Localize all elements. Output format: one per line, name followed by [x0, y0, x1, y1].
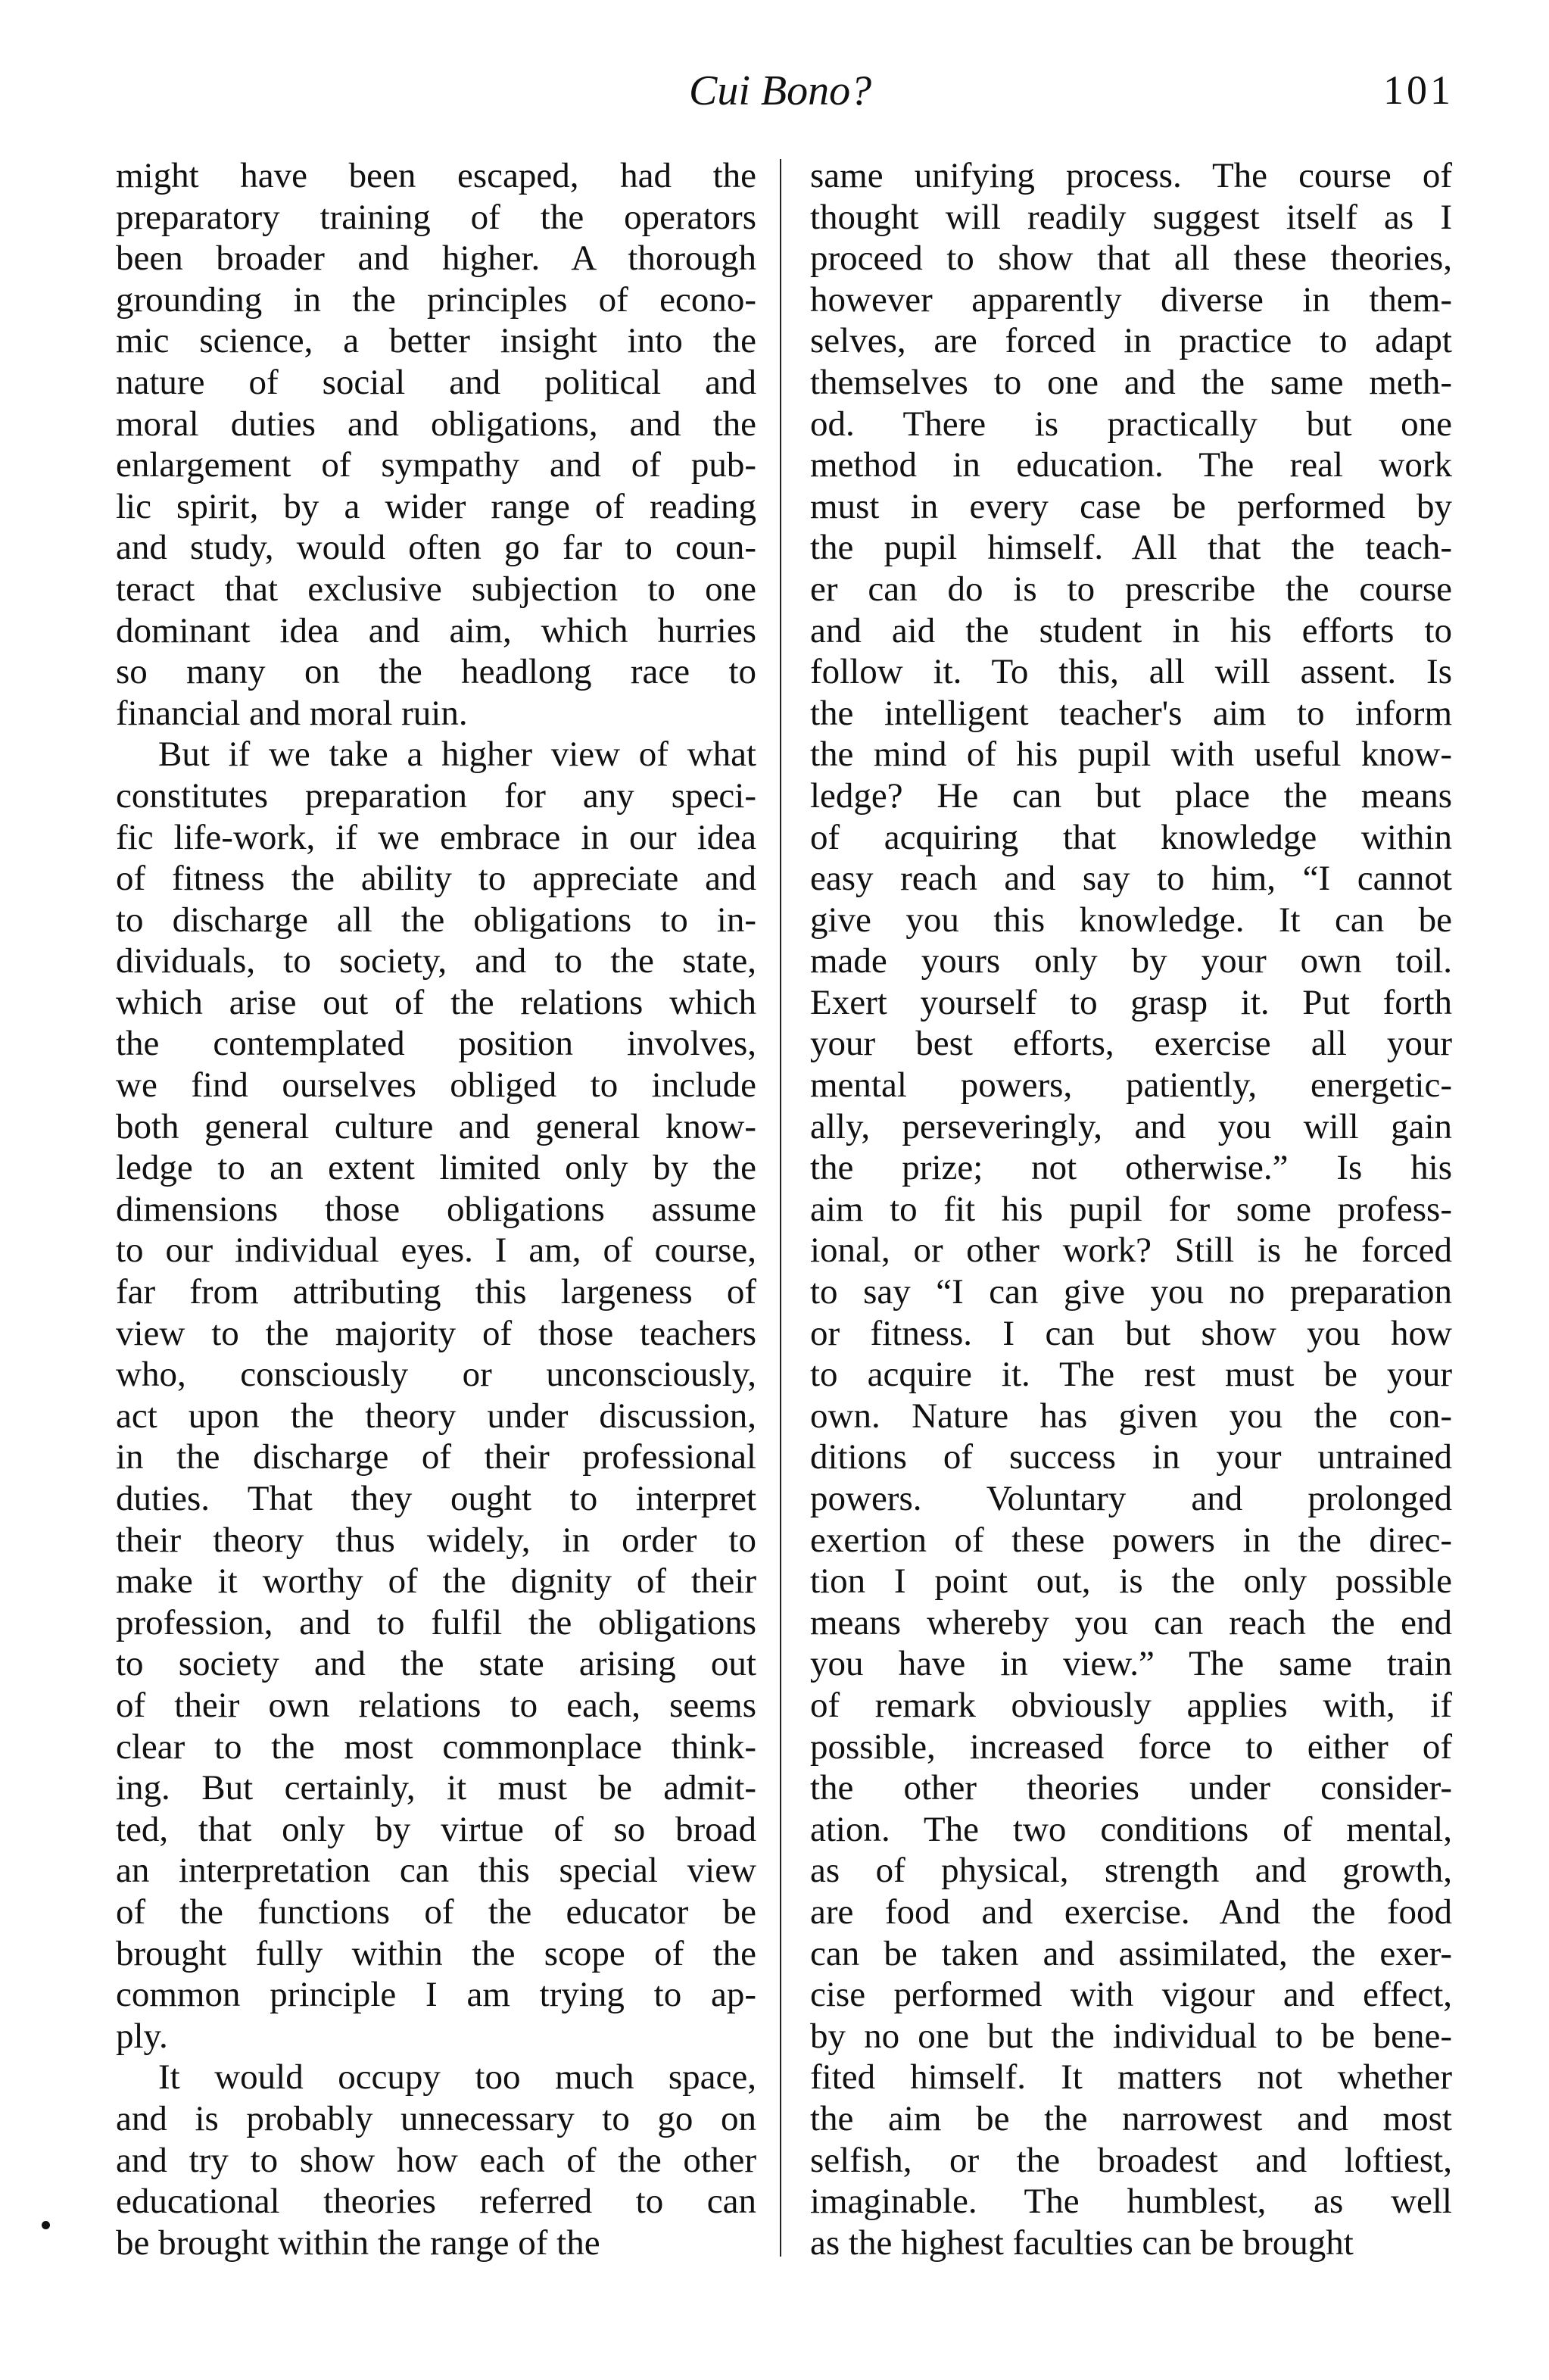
text-line: of their own relations to each, seems	[116, 1685, 756, 1725]
left-column	[116, 155, 756, 2263]
paragraph	[810, 155, 1452, 2263]
text-line: of remark obviously applies with, if	[810, 1685, 1452, 1725]
text-line: ledge? He can but place the means	[810, 775, 1452, 816]
text-line: the mind of his pupil with useful know-	[810, 735, 1452, 775]
text-line: aim to fit his pupil for some profess-	[810, 1189, 1452, 1229]
text-line: as of physical, strength and growth,	[810, 1851, 1452, 1891]
text-line: of fitness the ability to appreciate and	[116, 859, 756, 899]
text-line: the contemplated position involves,	[116, 1024, 756, 1064]
text-line: as the highest faculties can be brought	[810, 2222, 1354, 2263]
text-line: common principle I am trying to ap-	[116, 1975, 756, 2015]
text-line: method in education. The real work	[810, 445, 1452, 485]
text-line: easy reach and say to him, “I cannot	[810, 859, 1452, 899]
text-line: powers. Voluntary and prolonged	[810, 1479, 1452, 1518]
text-line: must in every case be performed by	[810, 486, 1452, 526]
text-line: means whereby you can reach the end	[810, 1602, 1452, 1642]
text-line: act upon the theory under discussion,	[116, 1396, 756, 1436]
text-line: of acquiring that knowledge within	[810, 817, 1452, 857]
text-line: But if we take a higher view of what	[158, 735, 756, 775]
text-line: preparatory training of the operators	[116, 197, 756, 237]
text-line: by no one but the individual to be bene-	[810, 2016, 1452, 2056]
text-line: thought will readily suggest itself as I	[810, 197, 1452, 237]
text-line: tion I point out, is the only possible	[810, 1561, 1452, 1602]
text-line: mic science, a better insight into the	[116, 321, 756, 361]
text-line: their theory thus widely, in order to	[116, 1520, 756, 1560]
text-line: the pupil himself. All that the teach-	[810, 528, 1452, 568]
text-line: own. Nature has given you the con-	[810, 1396, 1452, 1436]
text-line: who, consciously or unconsciously,	[116, 1355, 756, 1395]
text-line: ation. The two conditions of mental,	[810, 1809, 1452, 1849]
text-line: selves, are forced in practice to adapt	[810, 321, 1452, 361]
text-line: the other theories under consider-	[810, 1768, 1452, 1808]
right-column	[810, 155, 1452, 2263]
text-line: It would occupy too much space,	[158, 2057, 756, 2098]
text-line: exertion of these powers in the direc-	[810, 1520, 1452, 1560]
text-line: to acquire it. The rest must be your	[810, 1355, 1452, 1395]
text-line: follow it. To this, all will assent. Is	[810, 652, 1452, 692]
text-line: ally, perseveringly, and you will gain	[810, 1106, 1452, 1146]
text-line: ditions of success in your untrained	[810, 1437, 1452, 1477]
text-line: or fitness. I can but show you how	[810, 1313, 1452, 1353]
text-line: and aid the student in his efforts to	[810, 610, 1452, 650]
page-header	[114, 67, 1454, 142]
text-line: might have been escaped, had the	[116, 156, 756, 195]
text-line: give you this knowledge. It can be	[810, 900, 1452, 940]
text-line: selfish, or the broadest and loftiest,	[810, 2140, 1452, 2180]
text-line: the prize; not otherwise.” Is his	[810, 1148, 1452, 1188]
text-line: so many on the headlong race to	[116, 652, 756, 692]
text-line: mental powers, patiently, energetic-	[810, 1065, 1452, 1106]
text-line: lic spirit, by a wider range of reading	[116, 486, 756, 526]
paragraph	[116, 734, 756, 2057]
paragraph	[116, 2057, 756, 2263]
text-line: both general culture and general know-	[116, 1106, 756, 1146]
text-line: duties. That they ought to interpret	[116, 1479, 756, 1518]
text-line: financial and moral ruin.	[116, 693, 468, 733]
text-line: proceed to show that all these theories,	[810, 239, 1452, 279]
text-line: same unifying process. The course of	[810, 156, 1452, 195]
text-line: of the functions of the educator be	[116, 1892, 756, 1932]
text-line: enlargement of sympathy and of pub-	[116, 445, 756, 485]
text-line: cise performed with vigour and effect,	[810, 1975, 1452, 2015]
text-line: far from attributing this largeness of	[116, 1272, 756, 1312]
text-line: ted, that only by virtue of so broad	[116, 1809, 756, 1849]
text-line: ledge to an extent limited only by the	[116, 1148, 756, 1188]
text-line: moral duties and obligations, and the	[116, 404, 756, 444]
text-line: and study, would often go far to coun-	[116, 528, 756, 568]
paragraph	[116, 155, 756, 734]
text-line: be brought within the range of the	[116, 2222, 600, 2263]
text-line: and try to show how each of the other	[116, 2140, 756, 2180]
text-line: view to the majority of those teachers	[116, 1313, 756, 1353]
text-line: profession, and to fulfil the obligations	[116, 1602, 756, 1642]
text-line: are food and exercise. And the food	[810, 1892, 1452, 1932]
text-line: fited himself. It matters not whether	[810, 2057, 1452, 2098]
text-line: which arise out of the relations which	[116, 982, 756, 1022]
text-line: themselves to one and the same meth-	[810, 362, 1452, 402]
text-line: fic life-work, if we embrace in our idea	[116, 817, 756, 857]
text-line: dividuals, to society, and to the state,	[116, 941, 756, 981]
text-line: to our individual eyes. I am, of course,	[116, 1231, 756, 1271]
text-line: nature of social and political and	[116, 362, 756, 402]
text-line: dimensions those obligations assume	[116, 1189, 756, 1229]
text-line: made yours only by your own toil.	[810, 941, 1452, 981]
text-line: to say “I can give you no preparation	[810, 1272, 1452, 1312]
text-line: possible, increased force to either of	[810, 1727, 1452, 1767]
text-line: been broader and higher. A thorough	[116, 239, 756, 279]
text-line: however apparently diverse in them-	[810, 279, 1452, 320]
text-line: dominant idea and aim, which hurries	[116, 610, 756, 650]
column-divider	[780, 159, 781, 2257]
text-line: educational theories referred to can	[116, 2182, 756, 2222]
text-line: ing. But certainly, it must be admit-	[116, 1768, 756, 1808]
text-line: imaginable. The humblest, as well	[810, 2182, 1452, 2222]
running-title: Cui Bono?	[689, 67, 872, 114]
text-line: an interpretation can this special view	[116, 1851, 756, 1891]
text-line: in the discharge of their professional	[116, 1437, 756, 1477]
text-line: er can do is to prescribe the course	[810, 569, 1452, 609]
page-number: 101	[1383, 67, 1454, 113]
text-line: clear to the most commonplace think-	[116, 1727, 756, 1767]
text-line: od. There is practically but one	[810, 404, 1452, 444]
text-line: you have in view.” The same train	[810, 1644, 1452, 1684]
text-line: to discharge all the obligations to in-	[116, 900, 756, 940]
text-line: Exert yourself to grasp it. Put forth	[810, 982, 1452, 1022]
text-line: and is probably unnecessary to go on	[116, 2098, 756, 2138]
text-line: constitutes preparation for any speci-	[116, 775, 756, 816]
text-line: the aim be the narrowest and most	[810, 2098, 1452, 2138]
text-line: your best efforts, exercise all your	[810, 1024, 1452, 1064]
text-line: we find ourselves obliged to include	[116, 1065, 756, 1106]
margin-dot	[42, 2221, 50, 2229]
text-line: ional, or other work? Still is he forced	[810, 1231, 1452, 1271]
text-line: the intelligent teacher's aim to inform	[810, 693, 1452, 733]
text-line: grounding in the principles of econo-	[116, 279, 756, 320]
text-line: teract that exclusive subjection to one	[116, 569, 756, 609]
text-line: ply.	[116, 2016, 168, 2056]
text-line: make it worthy of the dignity of their	[116, 1561, 756, 1602]
text-line: can be taken and assimilated, the exer-	[810, 1933, 1452, 1973]
text-line: brought fully within the scope of the	[116, 1933, 756, 1973]
text-line: to society and the state arising out	[116, 1644, 756, 1684]
